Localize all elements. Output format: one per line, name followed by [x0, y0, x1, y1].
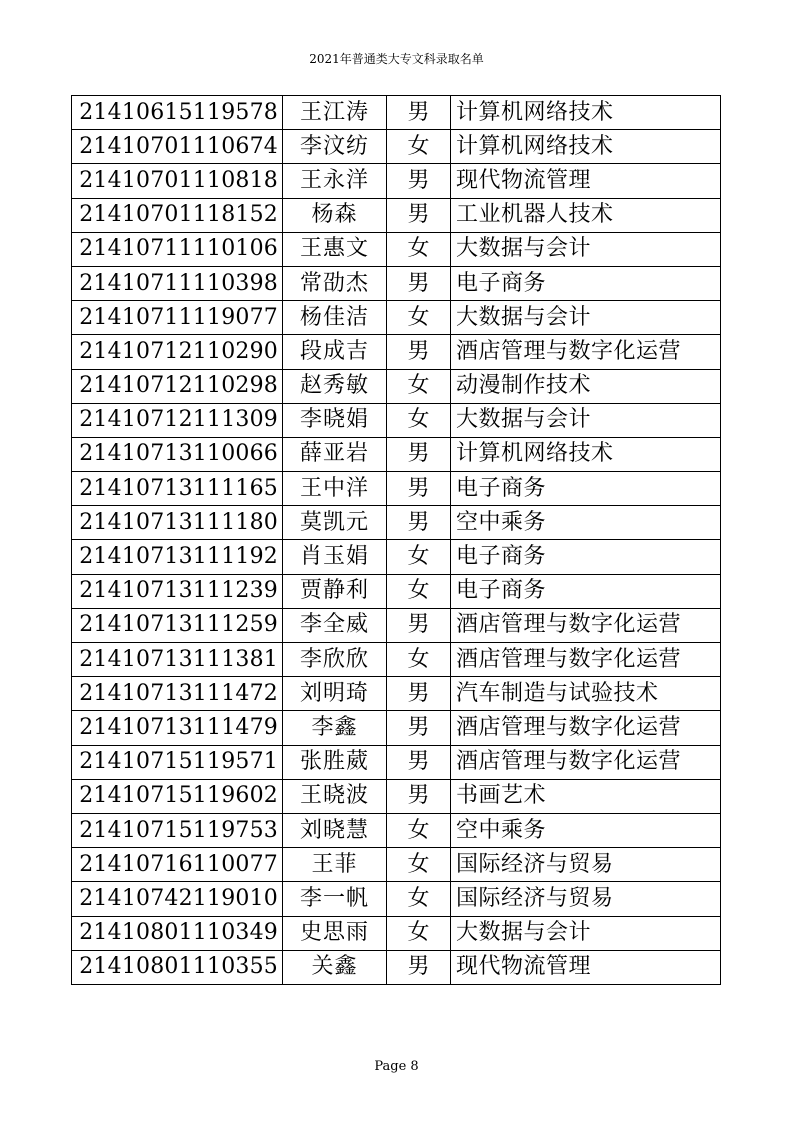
- cell-gender: 女: [387, 574, 451, 608]
- cell-gender: 男: [387, 437, 451, 471]
- cell-major: 大数据与会计: [451, 232, 721, 266]
- table-row: [72, 574, 721, 608]
- cell-student-name: 刘晓慧: [283, 813, 387, 847]
- cell-major: 酒店管理与数字化运营: [451, 711, 721, 745]
- table-row: [72, 677, 721, 711]
- cell-major: 计算机网络技术: [451, 130, 721, 164]
- table-row: [72, 301, 721, 335]
- cell-student-name: 常劭杰: [283, 266, 387, 300]
- cell-student-name: 肖玉娟: [283, 540, 387, 574]
- cell-student-name: 李鑫: [283, 711, 387, 745]
- cell-exam-number: 21410713111259: [72, 608, 283, 642]
- cell-exam-number: 21410713111239: [72, 574, 283, 608]
- cell-exam-number: 21410713111192: [72, 540, 283, 574]
- cell-gender: 女: [387, 813, 451, 847]
- cell-exam-number: 21410711119077: [72, 301, 283, 335]
- cell-major: 工业机器人技术: [451, 198, 721, 232]
- cell-exam-number: 21410716110077: [72, 848, 283, 882]
- cell-gender: 女: [387, 643, 451, 677]
- cell-gender: 男: [387, 164, 451, 198]
- cell-major: 书画艺术: [451, 779, 721, 813]
- cell-student-name: 薛亚岩: [283, 437, 387, 471]
- cell-gender: 男: [387, 266, 451, 300]
- page-number: Page 8: [374, 1059, 419, 1074]
- cell-gender: 女: [387, 232, 451, 266]
- cell-exam-number: 21410713111479: [72, 711, 283, 745]
- cell-major: 电子商务: [451, 574, 721, 608]
- cell-gender: 男: [387, 198, 451, 232]
- cell-major: 酒店管理与数字化运营: [451, 608, 721, 642]
- cell-exam-number: 21410615119578: [72, 96, 283, 130]
- cell-gender: 女: [387, 882, 451, 916]
- cell-major: 国际经济与贸易: [451, 882, 721, 916]
- table-row: [72, 369, 721, 403]
- cell-major: 酒店管理与数字化运营: [451, 335, 721, 369]
- table-row: [72, 403, 721, 437]
- cell-student-name: 刘明琦: [283, 677, 387, 711]
- cell-exam-number: 21410715119753: [72, 813, 283, 847]
- table-row: [72, 198, 721, 232]
- cell-student-name: 关鑫: [283, 950, 387, 984]
- cell-student-name: 杨森: [283, 198, 387, 232]
- cell-student-name: 王永洋: [283, 164, 387, 198]
- cell-major: 动漫制作技术: [451, 369, 721, 403]
- table-row: [72, 232, 721, 266]
- cell-major: 电子商务: [451, 472, 721, 506]
- table-row: [72, 506, 721, 540]
- cell-major: 现代物流管理: [451, 164, 721, 198]
- table-row: [72, 813, 721, 847]
- cell-student-name: 张胜葳: [283, 745, 387, 779]
- cell-exam-number: 21410711110106: [72, 232, 283, 266]
- cell-major: 大数据与会计: [451, 916, 721, 950]
- cell-major: 电子商务: [451, 540, 721, 574]
- cell-student-name: 李欣欣: [283, 643, 387, 677]
- cell-major: 空中乘务: [451, 506, 721, 540]
- cell-major: 计算机网络技术: [451, 437, 721, 471]
- cell-student-name: 赵秀敏: [283, 369, 387, 403]
- cell-gender: 男: [387, 950, 451, 984]
- cell-exam-number: 21410713111165: [72, 472, 283, 506]
- table-row: [72, 745, 721, 779]
- table-row: [72, 916, 721, 950]
- cell-student-name: 李一帆: [283, 882, 387, 916]
- cell-student-name: 李晓娟: [283, 403, 387, 437]
- cell-gender: 女: [387, 848, 451, 882]
- cell-student-name: 王江涛: [283, 96, 387, 130]
- cell-gender: 男: [387, 677, 451, 711]
- table-row: [72, 950, 721, 984]
- cell-gender: 女: [387, 369, 451, 403]
- cell-student-name: 王晓波: [283, 779, 387, 813]
- table-row: [72, 848, 721, 882]
- cell-gender: 女: [387, 130, 451, 164]
- cell-exam-number: 21410713111180: [72, 506, 283, 540]
- cell-major: 电子商务: [451, 266, 721, 300]
- cell-major: 大数据与会计: [451, 301, 721, 335]
- cell-gender: 男: [387, 608, 451, 642]
- table-row: [72, 711, 721, 745]
- cell-exam-number: 21410715119602: [72, 779, 283, 813]
- cell-student-name: 史思雨: [283, 916, 387, 950]
- cell-major: 汽车制造与试验技术: [451, 677, 721, 711]
- table-row: [72, 608, 721, 642]
- cell-exam-number: 21410801110355: [72, 950, 283, 984]
- cell-major: 大数据与会计: [451, 403, 721, 437]
- cell-student-name: 李汶纺: [283, 130, 387, 164]
- cell-gender: 男: [387, 506, 451, 540]
- cell-major: 计算机网络技术: [451, 96, 721, 130]
- cell-exam-number: 21410712110290: [72, 335, 283, 369]
- cell-exam-number: 21410715119571: [72, 745, 283, 779]
- cell-exam-number: 21410742119010: [72, 882, 283, 916]
- cell-student-name: 李全威: [283, 608, 387, 642]
- table-row: [72, 437, 721, 471]
- cell-exam-number: 21410712110298: [72, 369, 283, 403]
- cell-major: 空中乘务: [451, 813, 721, 847]
- cell-student-name: 王惠文: [283, 232, 387, 266]
- admission-table-body: [72, 96, 721, 985]
- cell-student-name: 王菲: [283, 848, 387, 882]
- table-row: [72, 472, 721, 506]
- cell-exam-number: 21410701118152: [72, 198, 283, 232]
- cell-student-name: 贾静利: [283, 574, 387, 608]
- cell-student-name: 段成吉: [283, 335, 387, 369]
- cell-gender: 男: [387, 711, 451, 745]
- table-row: [72, 130, 721, 164]
- cell-exam-number: 21410801110349: [72, 916, 283, 950]
- table-row: [72, 164, 721, 198]
- cell-student-name: 莫凯元: [283, 506, 387, 540]
- cell-gender: 女: [387, 301, 451, 335]
- cell-gender: 男: [387, 335, 451, 369]
- cell-gender: 女: [387, 403, 451, 437]
- cell-exam-number: 21410701110674: [72, 130, 283, 164]
- table-row: [72, 779, 721, 813]
- cell-exam-number: 21410701110818: [72, 164, 283, 198]
- table-row: [72, 540, 721, 574]
- table-row: [72, 335, 721, 369]
- cell-major: 国际经济与贸易: [451, 848, 721, 882]
- document-title: 2021年普通类大专文科录取名单: [309, 52, 484, 66]
- cell-exam-number: 21410712111309: [72, 403, 283, 437]
- cell-major: 酒店管理与数字化运营: [451, 643, 721, 677]
- cell-exam-number: 21410713110066: [72, 437, 283, 471]
- cell-exam-number: 21410713111472: [72, 677, 283, 711]
- cell-exam-number: 21410711110398: [72, 266, 283, 300]
- cell-gender: 男: [387, 96, 451, 130]
- cell-gender: 女: [387, 916, 451, 950]
- admission-table: [71, 95, 721, 985]
- table-row: [72, 266, 721, 300]
- cell-gender: 女: [387, 540, 451, 574]
- cell-student-name: 王中洋: [283, 472, 387, 506]
- cell-gender: 男: [387, 779, 451, 813]
- cell-gender: 男: [387, 745, 451, 779]
- cell-exam-number: 21410713111381: [72, 643, 283, 677]
- table-row: [72, 882, 721, 916]
- cell-gender: 男: [387, 472, 451, 506]
- table-row: [72, 643, 721, 677]
- table-row: [72, 96, 721, 130]
- cell-major: 酒店管理与数字化运营: [451, 745, 721, 779]
- cell-student-name: 杨佳洁: [283, 301, 387, 335]
- cell-major: 现代物流管理: [451, 950, 721, 984]
